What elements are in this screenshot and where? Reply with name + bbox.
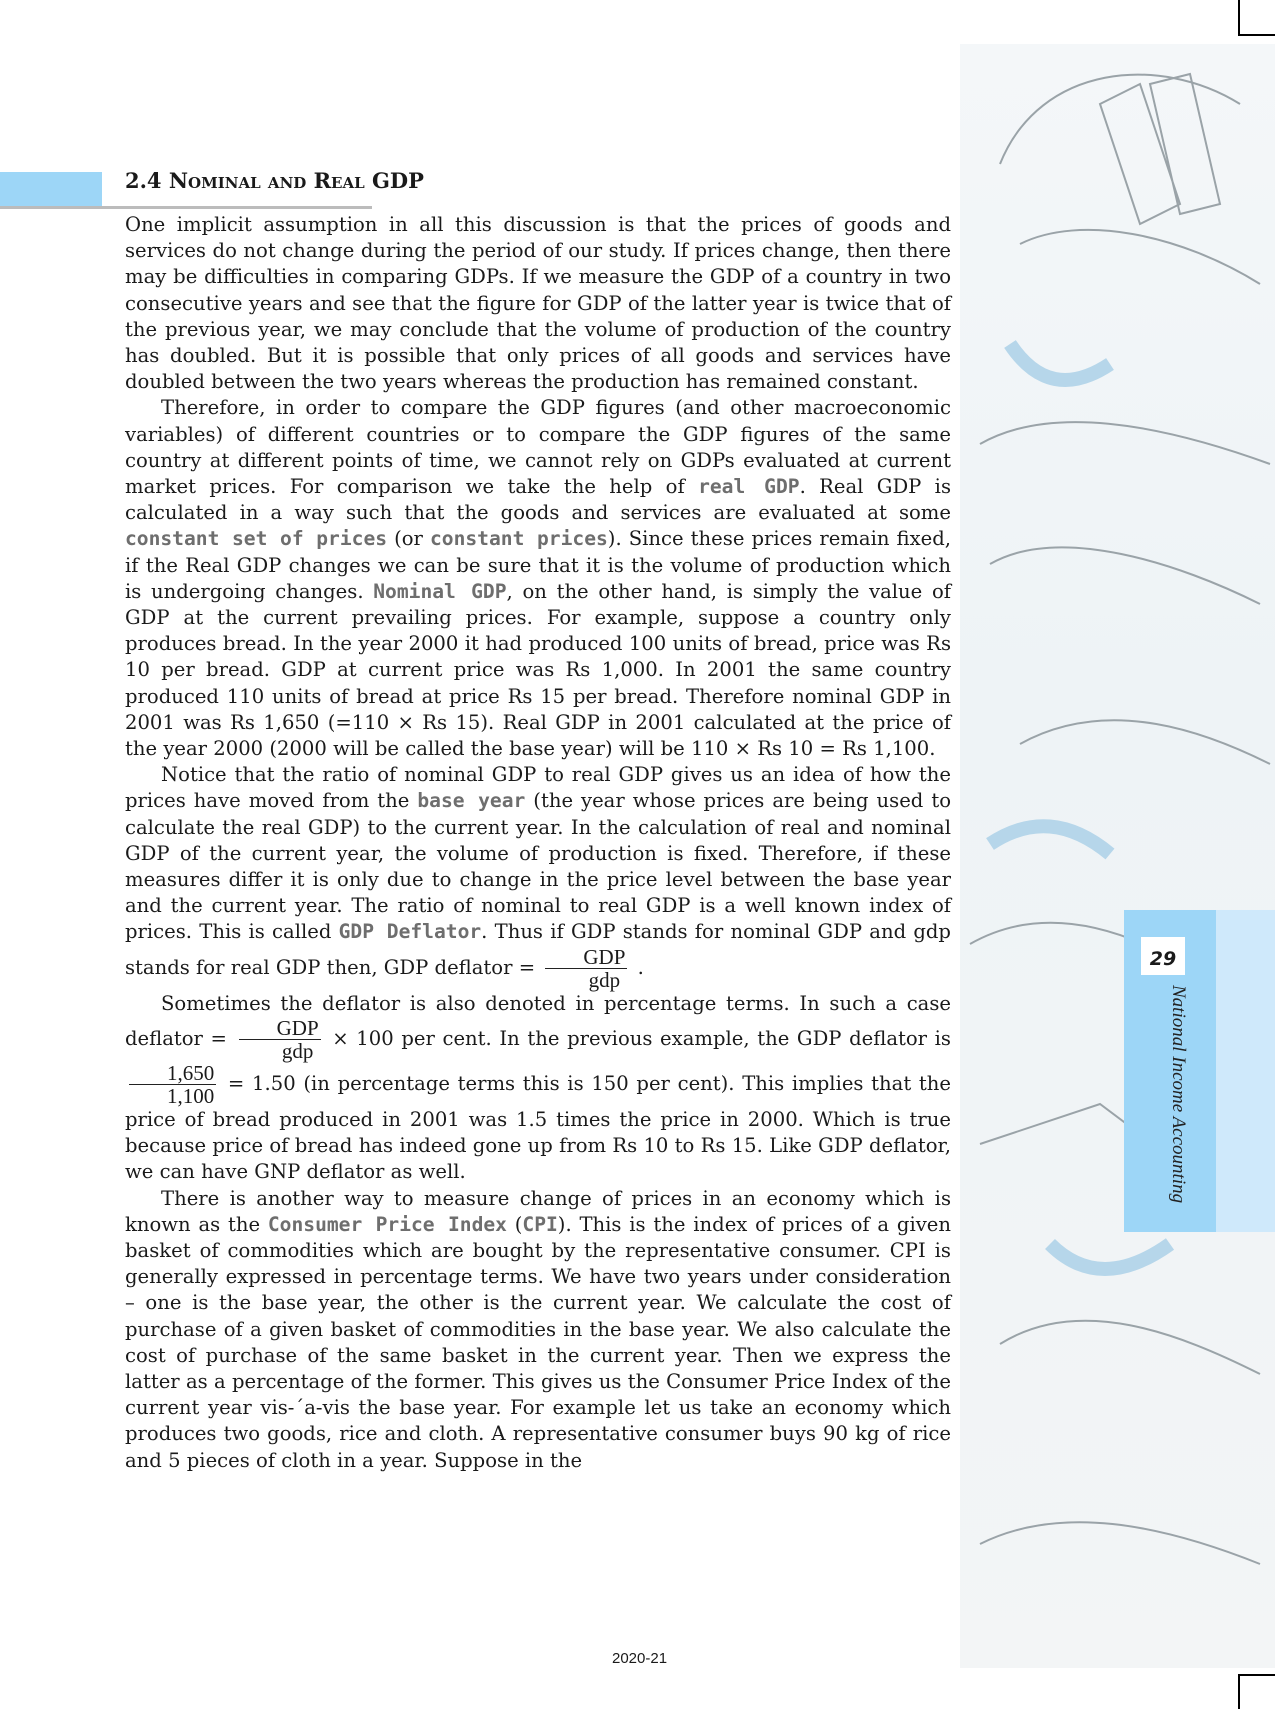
text: Notice that the ratio of nominal GDP to real GDP gives us an idea of how the prices have moved from the [125, 763, 951, 813]
denominator: 1,100 [167, 1083, 215, 1108]
crop-mark [1238, 1674, 1275, 1676]
text: (or [387, 527, 430, 551]
chapter-title: National Income Accounting [1168, 985, 1189, 1204]
text: × 100 per cent. In the previous example, the GDP deflator is [324, 1026, 951, 1050]
text: ). This is the index of prices of a given basket of commodities which are bought by the representative consumer. CPI is generally expressed in percentage terms. We have two years under consideration – one is the base year, the other is the current year. We calculate the cost of purchase of a given basket of commodities in the base year. We also calculate the cost of purchase of the same basket in the current year. Then we express the latter as a percentage of the former. This gives us the Consumer Price Index of the current year vis-´a-vis the base year. For example let us take an economy which produces two goods, rice and cloth. A representative consumer buys 90 kg of rice and 5 pieces of cloth in a year. Suppose in the [125, 1212, 951, 1472]
section-heading: 2.4 Nominal and Real GDP [125, 168, 424, 193]
text: (the year whose prices are being used to calculate the real GDP) to the current year. In the calculation of real and nominal GDP of the current year, the volume of production is fixed. Therefore, if these measures differ it is only due to change in the price level between the base year and the current year. The ratio of nominal to real GDP is a well known index of prices. This is called [125, 789, 951, 944]
text: = 1.50 (in percentage terms this is 150 per cent). This implies that the price of bread produced in 2001 was 1.5 times the price in 2000. Which is true because price of bread has indeed gone up from Rs 10 to Rs 15. Like GDP deflator, we can have GNP deflator as well. [125, 1071, 951, 1184]
paragraph [125, 762, 951, 990]
heading-accent-bar [0, 172, 102, 206]
paragraph [125, 395, 951, 762]
fraction [239, 1017, 321, 1062]
footer-year: 2020-21 [612, 1650, 668, 1667]
text: , on the other hand, is simply the value of GDP at the current prevailing prices. For example, suppose a country only produces bread. In the year 2000 it had produced 100 units of bread, price was Rs 10 per bread. GDP at current price was Rs 1,000. In 2001 the same country produced 110 units of bread at price Rs 15 per bread. Therefore nominal GDP in 2001 was Rs 1,650 (=110 × Rs 15). Real GDP in 2001 calculated at the price of the year 2000 (2000 will be called the base year) will be 110 × Rs 10 = Rs 1,100. [125, 579, 951, 761]
keyword: Nominal GDP [373, 579, 507, 603]
body-text [125, 212, 951, 1474]
paragraph [125, 1186, 951, 1474]
text: . [631, 955, 644, 979]
numerator: GDP [239, 1017, 321, 1040]
crop-mark [1238, 1674, 1240, 1709]
text: . Real GDP is calculated in a way such that the goods and services are evaluated at some [125, 475, 952, 525]
keyword: constant set of prices [125, 527, 388, 551]
text: Sometimes the deflator is also denoted in percentage terms. In such a case deflator = [125, 991, 951, 1050]
fraction [545, 946, 627, 991]
denominator: gdp [588, 967, 621, 992]
crop-mark [1238, 34, 1275, 36]
fraction [129, 1062, 216, 1107]
keyword: CPI [522, 1212, 558, 1236]
paragraph [125, 991, 951, 1186]
text: ( [506, 1212, 523, 1236]
text: . Thus if GDP stands for nominal GDP and gdp stands for real GDP then, GDP deflator = [125, 920, 951, 979]
keyword: constant prices [430, 527, 608, 551]
heading-underline [0, 206, 372, 209]
numerator: 1,650 [129, 1062, 216, 1085]
crop-mark [1238, 0, 1240, 36]
text: There is another way to measure change of prices in an economy which is known as the [125, 1186, 951, 1236]
keyword: Consumer Price Index [267, 1212, 507, 1236]
keyword: real GDP [698, 475, 800, 499]
margin-illustration [960, 44, 1275, 1668]
keyword: GDP Deflator [338, 920, 482, 944]
denominator: gdp [281, 1038, 314, 1063]
paragraph: One implicit assumption in all this discussion is that the prices of goods and services do not change during the period of our study. If prices change, then there may be difficulties in comparing GDPs. If we measure the GDP of a country in two consecutive years and see that the figure for GDP of the latter year is twice that of the previous year, we may conclude that the volume of production of the country has doubled. But it is possible that only prices of all goods and services have doubled between the two years whereas the production has remained constant. [125, 213, 951, 394]
numerator: GDP [545, 946, 627, 969]
page-number: 29 [1141, 937, 1185, 975]
keyword: base year [417, 789, 526, 813]
text: ). Since these prices remain fixed, if the Real GDP changes we can be sure that it is the volume of production which is undergoing changes. [125, 527, 952, 603]
text: Therefore, in order to compare the GDP figures (and other macroeconomic variables) of different countries or to compare the GDP figures of the same country at different points of time, we cannot rely on GDPs evaluated at current market prices. For comparison we take the help of [125, 396, 951, 499]
